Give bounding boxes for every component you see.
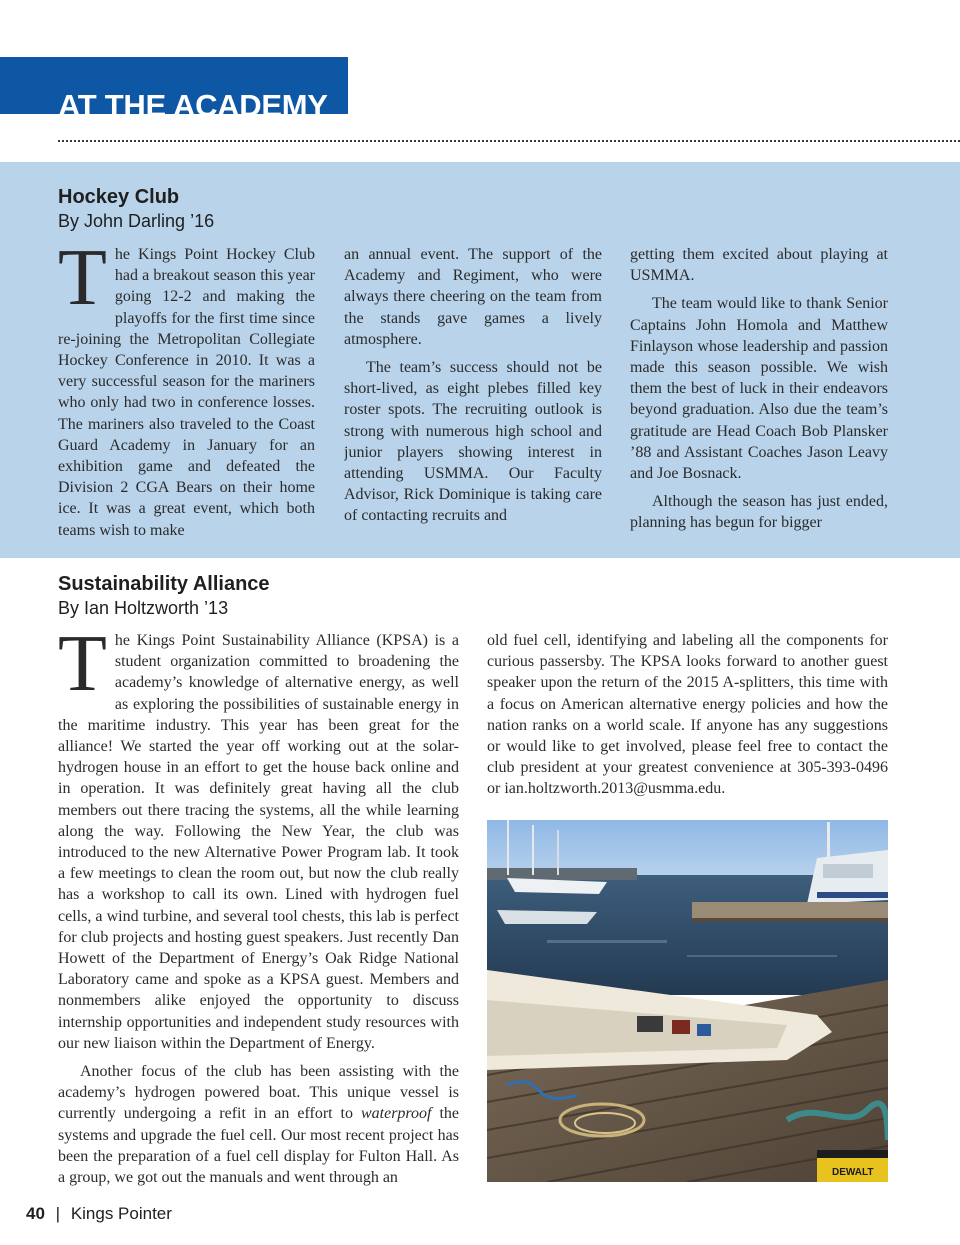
section-header-tab <box>0 57 348 123</box>
sustainability-drop-cap: T <box>58 630 107 708</box>
sustainability-article-header <box>58 572 270 620</box>
hockey-drop-cap: T <box>58 244 107 322</box>
hockey-article-byline: By John Darling ’16 <box>58 211 215 231</box>
sustainability-paragraph-2-end: the systems and upgrade the fuel cell. Our most recent project has been the preparation of a fuel cell display for Fulton Hall. As a group, we got out the manuals and went through an <box>58 1105 459 1187</box>
sustainability-paragraph-2-start: Another focus of the club has been assisting with the academy’s hydrogen powered boat. This unique vessel is currently undergoing a refit in an effort to <box>58 1063 459 1123</box>
sustainability-paragraph-2-continued: old fuel cell, identifying and labeling all the components for curious passersby. The KPSA looks forward to another guest speaker upon the return of the 2015 A-splitters, this time with a focus on American alternative energy policies and how the nation ranks on a world scale. If anyone has any suggestions or would like to get involved, please feel free to contact the club president at your greatest convenience at 305-393-0496 or ian.holtzworth.2013@usmma.edu. <box>487 632 888 798</box>
hockey-column-1 <box>58 244 315 544</box>
hockey-article-header <box>58 185 214 233</box>
hockey-paragraph-1-continued: an annual event. The support of the Academy and Regiment, who were always there cheering on the team from the stands gave games a lively atmosphere. <box>344 246 602 348</box>
sustainability-paragraph-1-text: he Kings Point Sustainability Alliance (KPSA) is a student organization committed to broadening the academy’s knowledge of alternative energy, as well as exploring the possibilities of sustainable energy in the maritime industry. This year has been great for the alliance! We started the year off working out at the solar-hydrogen house in an effort to get the house back online and in operation. It was definitely great having all the club members out there tracing the systems, all the while learning along the way. Following the New Year, the club was introduced to the new Alternative Power Program lab. It took a few meetings to clean the room out, but now the club really has a workshop to call its own. Lined with hydrogen fuel cells, a wind turbine, and several tool chests, this lab is perfect for club projects and hosting guest speakers. Just recently Dan Howett of the Department of Energy’s Oak Ridge National Laboratory came and spoke as a KPSA guest. Members and nonmembers alike enjoyed the opportunity to discuss internship opportunities and independent study resources with our new liaison within the Department of Energy. <box>58 632 459 1052</box>
sustainability-column-2 <box>487 630 888 805</box>
marina-dock-photo <box>487 820 888 1182</box>
hockey-column-3 <box>630 244 888 544</box>
hockey-paragraph-2: The team’s success should not be short-lived, as eight plebes filled key roster spots. The recruiting outlook is strong with numerous high school and junior players showing interest in attending USMMA. Our Faculty Advisor, Rick Dominique is taking care of contacting recruits and <box>344 359 602 525</box>
sustainability-paragraph-1 <box>58 630 459 1054</box>
publication-name: Kings Pointer <box>70 1204 172 1223</box>
footer-separator: | <box>55 1204 61 1223</box>
hockey-column-2 <box>344 244 602 544</box>
hockey-paragraph-2-continued: getting them excited about playing at USMMA. <box>630 246 888 285</box>
sustainability-article-title: Sustainability Alliance <box>58 573 270 595</box>
hockey-paragraph-3: The team would like to thank Senior Captains John Homola and Matthew Finlayson whose leadership and passion made this season possible. We wish them the best of luck in their endeavors beyond graduation. Also due the team’s gratitude are Head Coach Bob Plansker ’88 and Assistant Coaches Jason Leavy and Joe Bosnack. <box>630 295 888 483</box>
hockey-article-title: Hockey Club <box>58 186 180 208</box>
sustainability-article-byline: By Ian Holtzworth ’13 <box>58 598 229 618</box>
sustainability-column-1 <box>58 630 459 1190</box>
page-footer <box>26 1204 172 1224</box>
hockey-paragraph-4: Although the season has just ended, planning has begun for bigger <box>630 493 888 532</box>
emphasis-word: waterproof <box>360 1105 432 1123</box>
section-title: AT THE ACADEMY <box>58 88 328 123</box>
hockey-paragraph-1 <box>58 244 315 541</box>
page-number: 40 <box>26 1204 45 1223</box>
sustainability-paragraph-2 <box>58 1061 459 1188</box>
section-divider <box>58 140 960 142</box>
toolbox-brand-text: DEWALT <box>832 1167 874 1178</box>
hockey-paragraph-1-text: he Kings Point Hockey Club had a breakout season this year going 12-2 and making the playoffs for the first time since re-joining the Metropolitan Collegiate Hockey Conference in 2010. It was a very successful season for the mariners who only had two in conference losses. The mariners also traveled to the Coast Guard Academy in January for an exhibition game and defeated the Division 2 CGA Bears on their home ice. It was a great event, which both teams wish to make <box>58 246 315 539</box>
